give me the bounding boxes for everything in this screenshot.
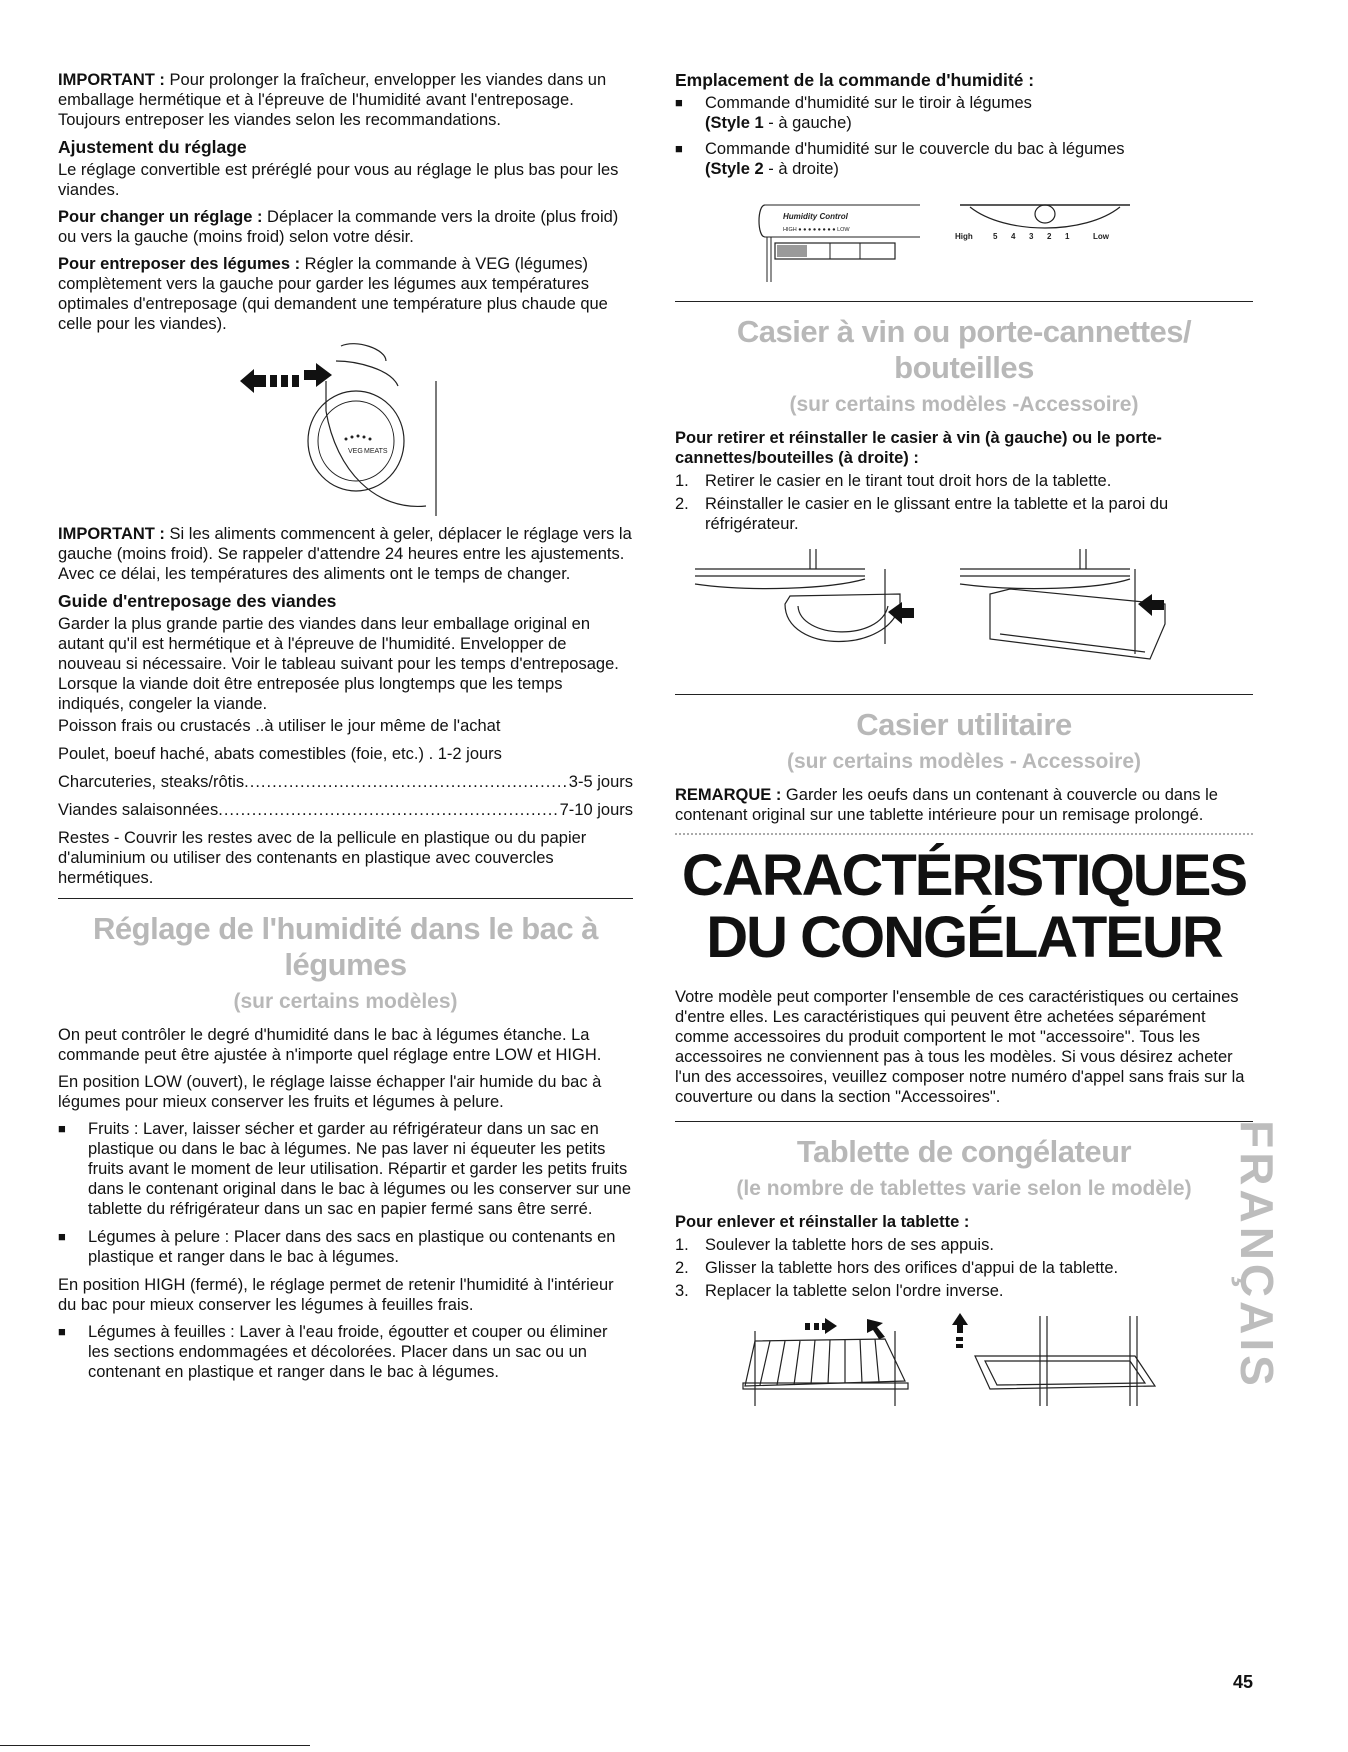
storage-row-3: Viandes salaisonnées ..... 7-10 jours	[58, 800, 633, 820]
page-number: 45	[1232, 1672, 1253, 1692]
dial-high-label: High	[955, 232, 973, 241]
heading-guide: Guide d'entreposage des viandes	[58, 591, 337, 611]
bullet-icon: ■	[675, 141, 683, 156]
dial-number: 4	[1011, 232, 1016, 241]
humidity-control-scale: HIGH ● ● ● ● ● ● ● ● LOW	[783, 227, 850, 233]
wine-rack-illustration	[690, 544, 1190, 674]
paragraph-guide: Garder la plus grande partie des viandes dans leur emballage original en autant qu'il est hermétique et à l'épreuve de l'humidité. Envelopper de nouveau si nécessaire. Voir le tableau suivant pour les temps d'entreposage. Lorsque la viande doit être entreposée plus longtemps que les temps indiqués, congeler la viande.	[58, 615, 619, 713]
humidity-control-illustration	[755, 187, 1215, 287]
dial-low-label: Low	[1093, 232, 1109, 241]
bullet-icon: ■	[58, 1121, 66, 1136]
bullet-legumes-pelure: ■ Légumes à pelure : Placer dans des sacs en plastique ou contenants en plastique et ranger dans le bac à légumes.	[58, 1228, 616, 1266]
right-column	[675, 70, 1253, 1411]
storage-row-2: Charcuteries, steaks/rôtis ..... 3-5 jours	[58, 772, 633, 792]
dial-number: 2	[1047, 232, 1052, 241]
section-divider	[675, 694, 1253, 695]
bullet-icon: ■	[58, 1324, 66, 1339]
dial-number: 3	[1029, 232, 1034, 241]
footer-rule	[0, 1745, 310, 1746]
paragraph-humidity-1: On peut contrôler le degré d'humidité dans le bac à légumes étanche. La commande peut être ajustée à n'importe quel réglage entre LOW et HIGH.	[58, 1026, 602, 1064]
bullet-fruits: ■ Fruits : Laver, laisser sécher et garder au réfrigérateur dans un sac en plastique ou dans le bac à légumes. Ne pas laver ni équeuter les petits fruits avant le moment de leur utilisation. Répartir et garder les petits fruits dans le contenant original dans le bac à légumes ou les conserver sur une tablette du réfrigérateur dans un sac en papier fermé sans être serré.	[58, 1120, 632, 1218]
shelf-step-3: 3. Replacer la tablette selon l'ordre inverse.	[675, 1282, 1004, 1300]
left-arrow-icon	[240, 369, 266, 393]
glass-shelf	[975, 1316, 1155, 1406]
storage-row-0: Poisson frais ou crustacés ..à utiliser le jour même de l'achat	[58, 717, 501, 735]
bullet-style-1: ■ Commande d'humidité sur le tiroir à légumes (Style 1 - à gauche)	[675, 94, 1032, 132]
paragraph-humidity-2: En position LOW (ouvert), le réglage laisse échapper l'air humide du bac à légumes pour mieux conserver les fruits et légumes à pelure.	[58, 1073, 602, 1111]
wine-rack-left	[695, 549, 900, 644]
storage-row-1: Poulet, boeuf haché, abats comestibles (foie, etc.) . 1-2 jours	[58, 745, 502, 763]
important-paragraph-1: IMPORTANT : Pour prolonger la fraîcheur, envelopper les viandes dans un emballage hermétique et à l'épreuve de l'humidité avant l'entreposage. Toujours entreposer les viandes selon les recommandations.	[58, 71, 607, 129]
shelf-step-2: 2. Glisser la tablette hors des orifices d'appui de la tablette.	[675, 1259, 1119, 1277]
section-subtitle-humidity: (sur certains modèles)	[233, 990, 458, 1013]
dial-number: 5	[993, 232, 998, 241]
humidity-control-label: Humidity Control	[783, 212, 848, 221]
wine-intro: Pour retirer et réinstaller le casier à vin (à gauche) ou le porte-cannettes/bouteilles (à droite) :	[675, 429, 1162, 467]
right-arrow-icon	[304, 363, 332, 387]
meat-drawer-control-illustration	[236, 341, 456, 516]
freezer-shelf-illustration	[735, 1311, 1175, 1411]
wine-step-2: 2. Réinstaller le casier en le glissant entre la tablette et la paroi du réfrigérateur.	[675, 495, 1169, 533]
dial-number: 1	[1065, 232, 1070, 241]
storage-table	[58, 716, 633, 820]
veg-label: VEG	[347, 448, 363, 455]
bullet-icon: ■	[675, 95, 683, 110]
bullet-icon: ■	[58, 1229, 66, 1244]
section-subtitle-freezer-shelf: (le nombre de tablettes varie selon le modèle)	[736, 1177, 1192, 1200]
wine-step-1: 1. Retirer le casier en le tirant tout droit hors de la tablette.	[675, 472, 1112, 490]
heading-ajustement: Ajustement du réglage	[58, 137, 247, 157]
shelf-intro: Pour enlever et réinstaller la tablette :	[675, 1213, 970, 1231]
paragraph-remarque: REMARQUE : Garder les oeufs dans un contenant à couvercle ou dans le contenant original sur une tablette intérieure pour un remisage prolongé.	[675, 786, 1218, 824]
paragraph-features: Votre modèle peut comporter l'ensemble de ces caractéristiques ou certaines d'entre elles. Les caractéristiques qui peuvent être achetées séparément comme accessoires du produit comportent le mot "accessoire". Tous les accessoires ne conviennent pas à tous les modèles. Si vous désirez acheter l'un des accessoires, veuillez composer notre numéro d'appel sans frais sur la couverture ou dans la section "Accessoires".	[675, 988, 1245, 1106]
can-rack-right	[960, 549, 1165, 659]
up-left-arrow-icon	[867, 1319, 885, 1339]
paragraph-restes: Restes - Couvrir les restes avec de la pellicule en plastique ou du papier d'aluminium ou utiliser des contenants en plastique avec couvercles hermétiques.	[58, 829, 587, 887]
section-subtitle-wine: (sur certains modèles -Accessoire)	[789, 393, 1139, 416]
up-arrow-icon	[952, 1313, 968, 1333]
shelf-step-1: 1. Soulever la tablette hors de ses appuis.	[675, 1236, 994, 1254]
paragraph-reglage: Le réglage convertible est préréglé pour vous au réglage le plus bas pour les viandes.	[58, 161, 619, 199]
paragraph-changer: Pour changer un réglage : Déplacer la commande vers la droite (plus froid) ou vers la gauche (moins froid) selon votre désir.	[58, 208, 619, 246]
section-title-humidity: Réglage de l'humidité dans le bac à légumes	[93, 911, 598, 982]
right-arrow-icon	[822, 1318, 837, 1334]
paragraph-legumes: Pour entreposer des légumes : Régler la commande à VEG (légumes) complètement vers la gauche pour garder les légumes aux températures optimales d'entreposage (qui demandent une température plus chaude que celle pour les viandes).	[58, 255, 608, 333]
meats-label: MEATS	[363, 448, 388, 455]
section-title-utility: Casier utilitaire	[856, 707, 1072, 742]
humidity-slider	[777, 245, 807, 257]
section-divider	[675, 301, 1253, 302]
section-title-wine: Casier à vin ou porte-cannettes/ bouteilles	[736, 314, 1192, 385]
section-divider	[675, 1121, 1253, 1122]
bullet-legumes-feuilles: ■ Légumes à feuilles : Laver à l'eau froide, égoutter et couper ou éliminer les sections endommagées et décolorées. Placer dans un sac ou un contenant en plastique et ranger dans le bac à légumes.	[58, 1323, 608, 1381]
wire-shelf	[743, 1331, 908, 1406]
dotted-divider	[675, 833, 1253, 835]
bullet-style-2: ■ Commande d'humidité sur le couvercle du bac à légumes (Style 2 - à droite)	[675, 140, 1125, 178]
section-title-freezer-shelf: Tablette de congélateur	[796, 1134, 1132, 1169]
left-arrow-icon	[1138, 594, 1164, 616]
section-subtitle-utility: (sur certains modèles - Accessoire)	[786, 750, 1142, 773]
paragraph-humidity-3: En position HIGH (fermé), le réglage permet de retenir l'humidité à l'intérieur du bac pour mieux conserver les légumes à feuilles frais.	[58, 1276, 614, 1314]
humidity-dial-knob	[1035, 205, 1055, 223]
heading-emplacement: Emplacement de la commande d'humidité :	[675, 70, 1035, 90]
language-side-tab: FRANÇAIS	[1231, 1120, 1283, 1390]
freezer-features-title: CARACTÉRISTIQUES DU CONGÉLATEUR	[681, 843, 1247, 970]
important-paragraph-2: IMPORTANT : Si les aliments commencent à geler, déplacer le réglage vers la gauche (moins froid). Se rappeler d'attendre 24 heures entre les ajustements. Avec ce délai, les températures des aliments ont le temps de changer.	[58, 525, 632, 583]
section-divider	[58, 898, 633, 899]
left-column	[58, 70, 633, 1390]
